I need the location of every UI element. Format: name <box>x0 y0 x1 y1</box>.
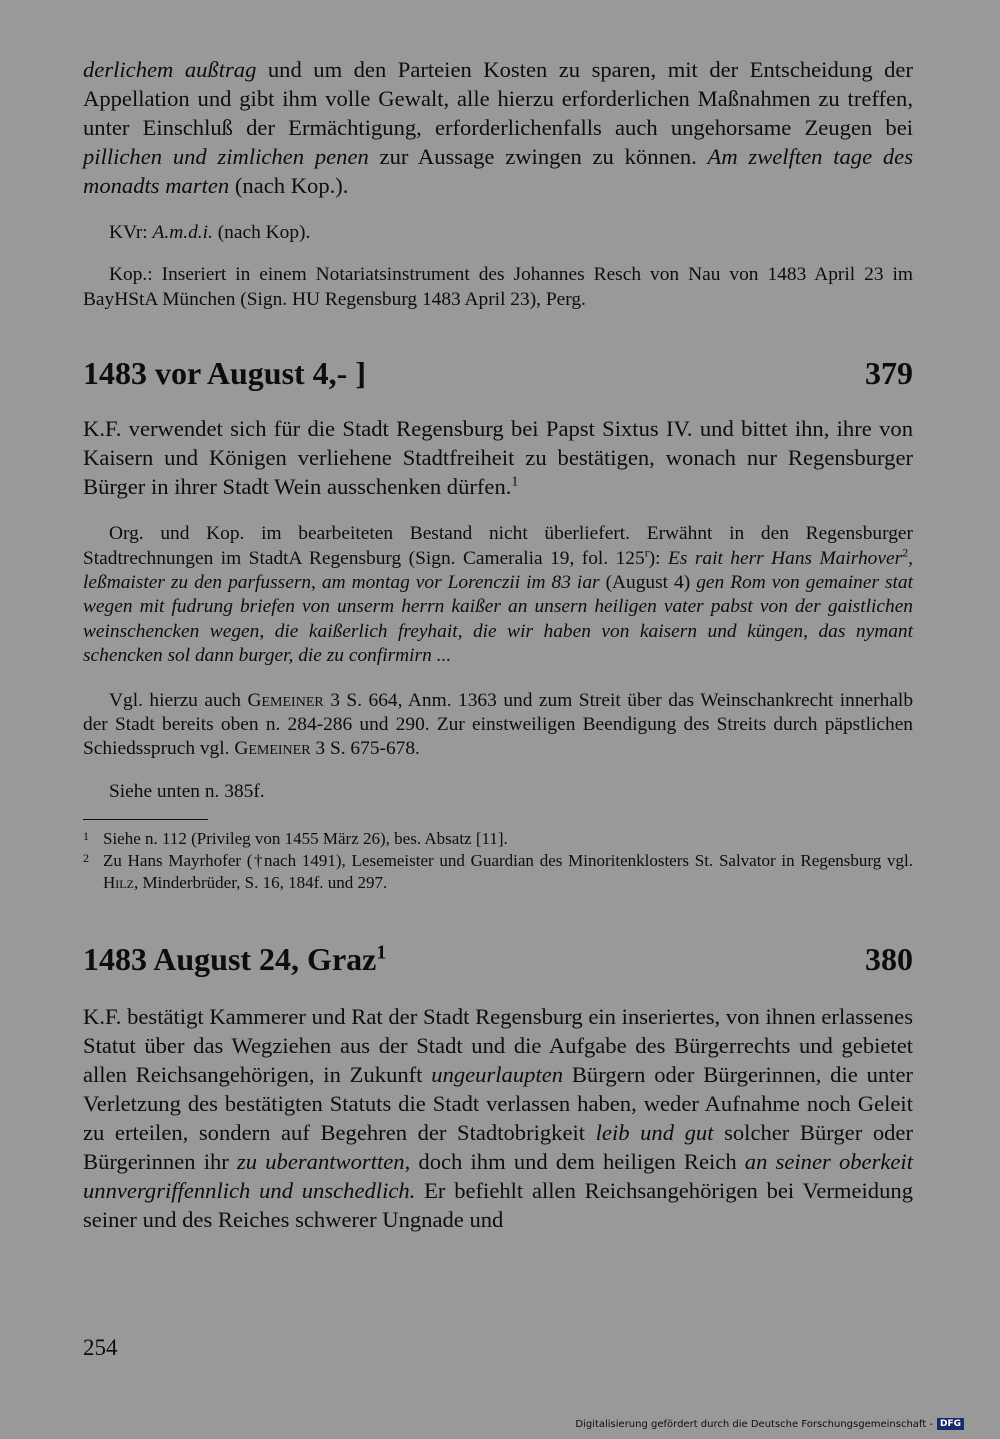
italic-quote: zu uberantwortten <box>236 1149 405 1175</box>
continuation-paragraph <box>83 55 913 200</box>
entry-379-summary <box>83 414 913 501</box>
footnote <box>83 850 913 894</box>
note-text: 3 S. 675-678. <box>310 738 420 760</box>
entry-date-text: 1483 August 24, Graz <box>83 941 377 978</box>
kop-text: Kop.: Inseriert in einem Notariatsinstrument des Johannes Resch von Nau von 1483 April 23 im BayHStA München (Sign. HU Regensburg 1483 April 23), Perg. <box>83 264 913 310</box>
footnote-text-part: Zu Hans Mayrhofer (†nach 1491), Lesemeister und Guardian des Minoritenklosters St. Salvator in Regensburg vgl. <box>103 851 913 871</box>
kop-note <box>83 263 913 312</box>
superscript: r <box>644 545 649 560</box>
entry-date <box>83 940 386 978</box>
author-name: Hilz <box>103 873 134 893</box>
summary-text: K.F. verwendet sich für die Stadt Regensburg bei Papst Sixtus IV. und bittet ihn, ihre von Kaisern und Königen verliehene Stadtfreiheit zu bestätigen, wonach nur Regensburger Bürger in ihrer Stadt Wein ausschenken dürfen. <box>83 416 913 500</box>
summary-text: Bürgern oder Bürgerinnen, die unter Verletzung des bestätigten Statuts die Stadt verlassen haben, weder Aufnahme noch Geleit zu erteilen, sondern auf Begehren der Stadtobrigkeit <box>83 1062 913 1146</box>
italic-quote: ungeurlaupten <box>431 1062 564 1088</box>
footnote-ref: 2 <box>902 545 909 560</box>
footnote-divider <box>83 819 208 820</box>
italic-quote: an seiner oberkeit unnvergriffennlich und unschedlich. <box>83 1149 913 1204</box>
entry-date: 1483 vor August 4,- ] <box>83 355 366 392</box>
entry-379-org-note <box>83 522 913 668</box>
document-page <box>83 55 913 1234</box>
paragraph-text: (nach Kop.). <box>229 173 349 198</box>
note-text: (August 4) <box>599 572 697 594</box>
italic-quote: derlichem außtrag <box>83 57 257 82</box>
note-text: Vgl. hierzu auch <box>109 689 248 711</box>
footnote-ref: 1 <box>511 474 519 490</box>
footnote-number: 2 <box>83 851 89 866</box>
summary-text: K.F. bestätigt Kammerer und Rat der Stadt Regensburg ein inseriertes, von ihnen erlassenes Statut über das Wegziehen aus der Stadt und die Aufgabe des Bürgerrechts und gebietet allen Reichsangehörigen, in Zukunft <box>83 1004 913 1088</box>
author-name: Gemeiner <box>234 738 311 760</box>
italic-quote: pillichen und zimlichen penen <box>83 144 369 169</box>
summary-text: solcher Bürger oder Bürgerinnen ihr <box>83 1120 913 1175</box>
entry-380-summary <box>83 1002 913 1234</box>
dfg-logo-icon: DFG <box>937 1418 964 1430</box>
cross-reference: Siehe unten n. 385f. <box>109 780 265 802</box>
kvr-value: A.m.d.i. <box>152 222 213 243</box>
footnote-text: Siehe n. 112 (Privileg von 1455 März 26), bes. Absatz [11]. <box>103 829 508 849</box>
italic-quote: Am zwelften tage des monadts marten <box>83 144 913 198</box>
summary-text: Er befiehlt allen Reichsangehörigen bei Vermeidung seiner und des Reiches schwerer Ungnade und <box>83 1178 913 1233</box>
footer-text: Digitalisierung gefördert durch die Deutsche Forschungsgemeinschaft - <box>575 1418 933 1430</box>
footnote-number: 1 <box>83 829 89 844</box>
author-name: Gemeiner <box>247 689 324 711</box>
note-text: Org. und Kop. im bearbeiteten Bestand nicht überliefert. Erwähnt in den Regensburger Stadtrechnungen im StadtA Regensburg (Sign. Cameralia 19, fol. 125 <box>83 523 913 569</box>
note-text: 3 S. 664, Anm. 1363 und zum Streit über das Weinschankrecht innerhalb der Stadt bereits oben n. 284-286 und 290. Zur einstweiligen Beendigung des Streits durch päpstlichen Schiedsspruch vgl. <box>83 689 914 760</box>
entry-number: 380 <box>865 941 913 978</box>
page-number: 254 <box>83 1335 118 1360</box>
entry-number: 379 <box>865 355 913 392</box>
kvr-line <box>83 221 913 245</box>
italic-quote: , leßmaister zu den parfussern, am montag vor Lorenczii im 83 iar <box>83 547 913 594</box>
paragraph-text: und um den Parteien Kosten zu sparen, mit der Entscheidung der Appellation und gibt ihm volle Gewalt, alle hierzu erforderlichen Maßnahmen zu treffen, unter Einschluß der Ermächtigung, erforderlichenfalls auch ungehorsame Zeugen bei <box>83 57 913 140</box>
footnote-text-part: , Minderbrüder, S. 16, 184f. und 297. <box>133 873 388 893</box>
footnote-ref: 1 <box>376 941 387 964</box>
entry-379-vgl-note <box>83 689 913 762</box>
summary-text: , doch ihm und dem heiligen Reich <box>404 1149 745 1175</box>
entry-380-heading <box>83 940 913 978</box>
footnote-text <box>103 850 913 894</box>
italic-quote: leib und gut <box>595 1120 714 1146</box>
italic-quote: Es rait herr Hans Mairhover <box>668 547 903 569</box>
italic-quote: gen Rom von gemainer stat wegen mit fudrung briefen von unserm herrn kaißer an unsern heiligen vater pabst von der gaistlichen weinschencken wegen, die kaißerlich freyhait, die wir haben von kaisern und küngen, das nymant schencken sol dann burger, die zu confirmirn ... <box>83 572 914 667</box>
paragraph-text: zur Aussage zwingen zu können. <box>368 144 708 169</box>
entry-379-siehe <box>83 780 913 804</box>
kvr-note: (nach Kop). <box>212 222 311 243</box>
footnote <box>83 828 913 850</box>
dfg-footer <box>575 1418 964 1430</box>
note-text: ): <box>648 547 668 569</box>
kvr-label: KVr: <box>109 222 153 243</box>
entry-379-heading <box>83 354 913 392</box>
